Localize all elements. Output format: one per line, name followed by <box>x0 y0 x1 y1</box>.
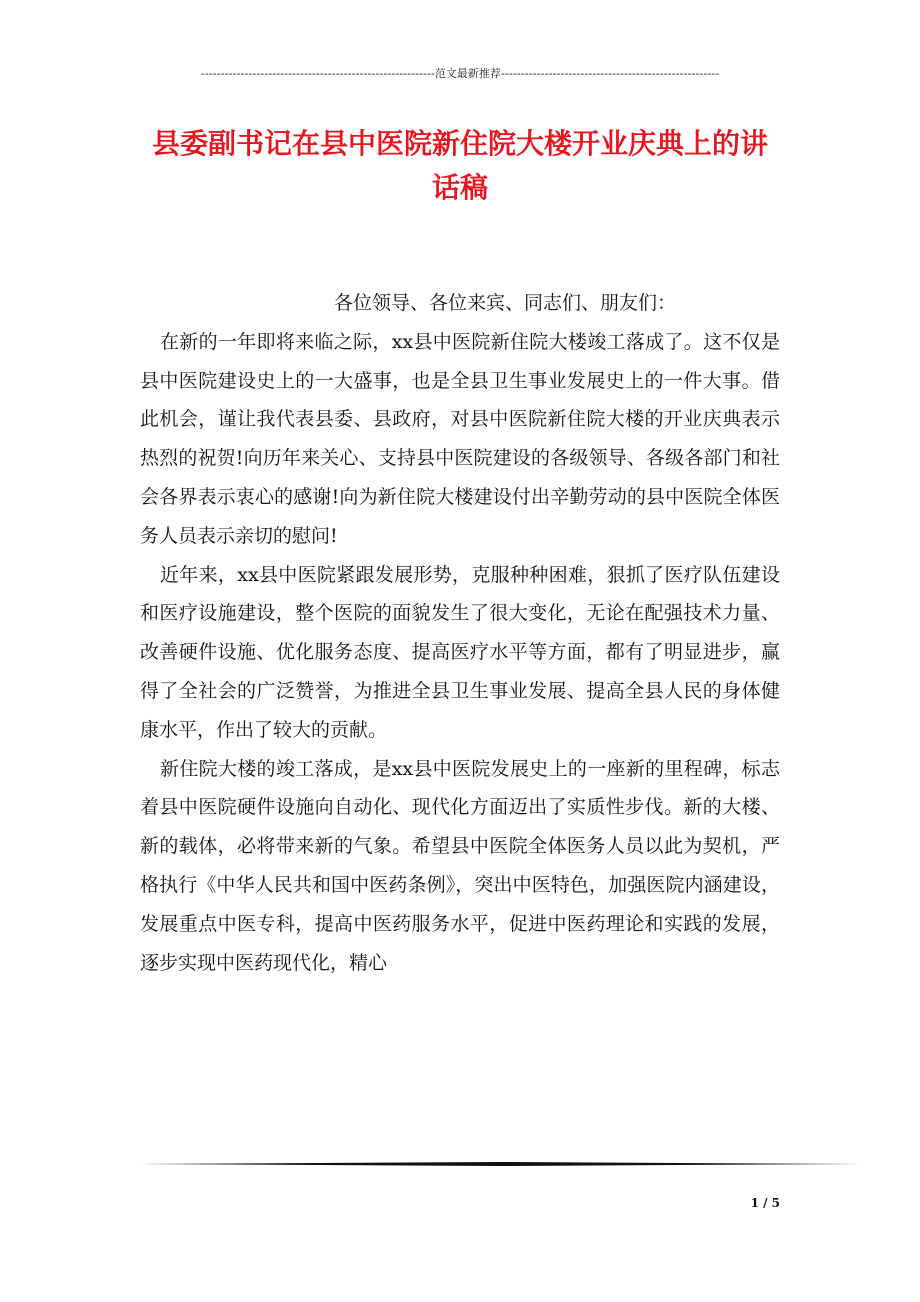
document-title: 县委副书记在县中医院新住院大楼开业庆典上的讲话稿 <box>151 127 768 204</box>
page-number: 1 / 5 <box>750 1196 780 1210</box>
paragraph-2: 近年来，xx县中医院紧跟发展形势，克服种种困难，狠抓了医疗队伍建设和医疗设施建设，整个医院的面貌发生了很大变化，无论在配强技术力量、改善硬件设施、优化服务态度、提高医疗水平等方面，都有了明显进步，赢得了全社会的广泛赞誉，为推进全县卫生事业发展、提高全县人民的身体健康水平，作出了较大的贡献。 <box>140 563 780 741</box>
paragraph-3: 新住院大楼的竣工落成，是xx县中医院发展史上的一座新的里程碑，标志着县中医院硬件设施向自动化、现代化方面迈出了实质性步伐。新的大楼、新的载体，必将带来新的气象。希望县中医院全体医务人员以此为契机，严格执行《中华人民共和国中医药条例》，突出中医特色，加强医院内涵建设，发展重点中医专科，提高中医药服务水平，促进中医药理论和实践的发展，逐步实现中医药现代化，精心 <box>140 757 780 974</box>
header-banner: -----------------------------------------------------------范文最新推荐------------------------------------------------------- <box>200 67 720 80</box>
paragraph-1: 在新的一年即将来临之际，xx县中医院新住院大楼竣工落成了。这不仅是县中医院建设史上的一大盛事，也是全县卫生事业发展史上的一件大事。借此机会，谨让我代表县委、县政府，对县中医院新住院大楼的开业庆典表示热烈的祝贺!向历年来关心、支持县中医院建设的各级领导、各级各部门和社会各界表示衷心的感谢!向为新住院大楼建设付出辛勤劳动的县中医院全体医务人员表示亲切的慰问! <box>140 330 780 547</box>
document-body <box>140 284 780 982</box>
footer-rule <box>140 1162 862 1166</box>
salutation: 各位领导、各位来宾、同志们、朋友们： <box>334 292 677 314</box>
